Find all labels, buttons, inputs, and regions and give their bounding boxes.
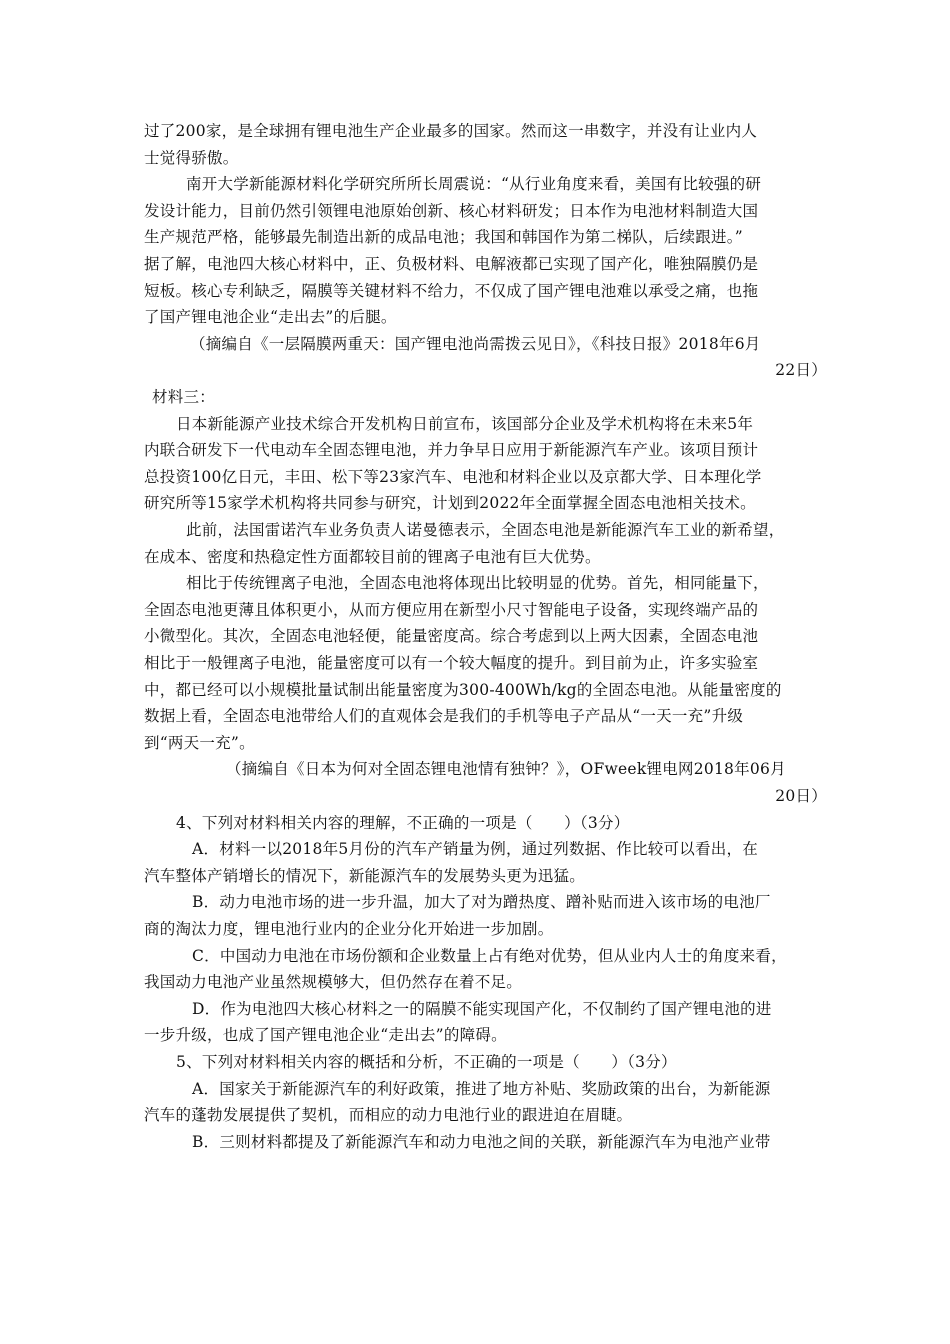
- text-line: 研究所等15家学术机构将共同参与研究，计划到2022年全面掌握全固态电池相关技术。: [144, 494, 756, 513]
- text-line: 士觉得骄傲。: [144, 148, 239, 167]
- text-line: 在成本、密度和热稳定性方面都较目前的锂离子电池有巨大优势。: [144, 547, 601, 566]
- text-line: 22日）: [775, 361, 827, 380]
- text-line: 了国产锂电池企业“走出去”的后腿。: [144, 308, 397, 327]
- text-line: 总投资100亿日元，丰田、松下等23家汽车、电池和材料企业以及京都大学、日本理化学: [144, 467, 762, 486]
- text-line: 商的淘汰力度，锂电池行业内的企业分化开始进一步加剧。: [144, 920, 554, 938]
- text-line: 汽车整体产销增长的情况下，新能源汽车的发展势头更为迅猛。: [144, 866, 586, 885]
- text-line: 4、下列对材料相关内容的理解，不正确的一项是（ ）（3分）: [176, 813, 630, 832]
- text-line: 发设计能力，目前仍然引领锂电池原始创新、核心材料研发；日本作为电池材料制造大国: [144, 201, 759, 220]
- text-line: 到“两天一充”。: [144, 733, 255, 752]
- text-line: C．中国动力电池在市场份额和企业数量上占有绝对优势，但从业内人士的角度来看，: [192, 946, 787, 965]
- text-line: B．动力电池市场的进一步升温，加大了对为蹭热度、蹭补贴而进入该市场的电池厂: [192, 893, 771, 912]
- text-line: 我国动力电池产业虽然规模够大，但仍然存在着不足。: [144, 973, 523, 992]
- text-line: 一步升级，也成了国产锂电池企业“走出去”的障碍。: [144, 1026, 507, 1045]
- text-line: 中，都已经可以小规模批量试制出能量密度为300-400Wh/kg的全固态电池。从能量密度的: [144, 680, 782, 699]
- text-line: 过了200家，是全球拥有锂电池生产企业最多的国家。然而这一串数字，并没有让业内人: [144, 122, 758, 140]
- text-line: 20日）: [775, 787, 827, 805]
- text-line: 5、下列对材料相关内容的概括和分析，不正确的一项是（ ）（3分）: [176, 1053, 677, 1071]
- text-line: 数据上看，全固态电池带给人们的直观体会是我们的手机等电子产品从“一天一充”升级: [144, 707, 744, 726]
- text-line: 日本新能源产业技术综合开发机构日前宣布，该国部分企业及学术机构将在未来5年: [176, 414, 754, 433]
- text-line: D．作为电池四大核心材料之一的隔膜不能实现国产化，不仅制约了国产锂电池的进: [192, 999, 772, 1018]
- text-line: A．国家关于新能源汽车的利好政策，推进了地方补贴、奖励政策的出台，为新能源: [192, 1079, 771, 1098]
- text-line: 短板。核心专利缺乏，隔膜等关键材料不给力，不仅成了国产锂电池难以承受之痛，也拖: [144, 281, 759, 300]
- text-line: 汽车的蓬勃发展提供了契机，而相应的动力电池行业的跟进迫在眉睫。: [144, 1106, 633, 1125]
- text-line: 全固态电池更薄且体积更小，从而方便应用在新型小尺寸智能电子设备，实现终端产品的: [144, 600, 759, 619]
- text-line: （摘编自《日本为何对全固态锂电池情有独钟？》，OFweek锂电网2018年06月: [226, 760, 786, 779]
- text-line: 内联合研发下一代电动车全固态锂电池，并力争早日应用于新能源汽车产业。该项目预计: [144, 441, 759, 460]
- text-line: 相比于一般锂离子电池，能量密度可以有一个较大幅度的提升。到目前为止，许多实验室: [144, 654, 759, 672]
- text-line: 此前，法国雷诺汽车业务负责人诺曼德表示，全固态电池是新能源汽车工业的新希望，: [186, 521, 785, 539]
- text-line: B．三则材料都提及了新能源汽车和动力电池之间的关联，新能源汽车为电池产业带: [192, 1132, 771, 1151]
- text-line: 南开大学新能源材料化学研究所所长周震说：“从行业角度来看，美国有比较强的研: [186, 175, 762, 194]
- text-line: 相比于传统锂离子电池，全固态电池将体现出比较明显的优势。首先，相同能量下，: [186, 574, 769, 593]
- text-line: （摘编自《一层隔膜两重天：国产锂电池尚需拨云见日》，《科技日报》2018年6月: [190, 334, 761, 353]
- text-line: 材料三：: [152, 388, 216, 406]
- text-line: 小微型化。其次，全固态电池轻便，能量密度高。综合考虑到以上两大因素，全固态电池: [144, 627, 759, 646]
- text-line: 生产规范严格，能够最先制造出新的成品电池；我国和韩国作为第二梯队，后续跟进。”: [144, 228, 743, 247]
- text-line: A．材料一以2018年5月份的汽车产销量为例，通过列数据、作比较可以看出，在: [192, 840, 759, 859]
- text-line: 据了解，电池四大核心材料中，正、负极材料、电解液都已实现了国产化，唯独隔膜仍是: [144, 255, 759, 273]
